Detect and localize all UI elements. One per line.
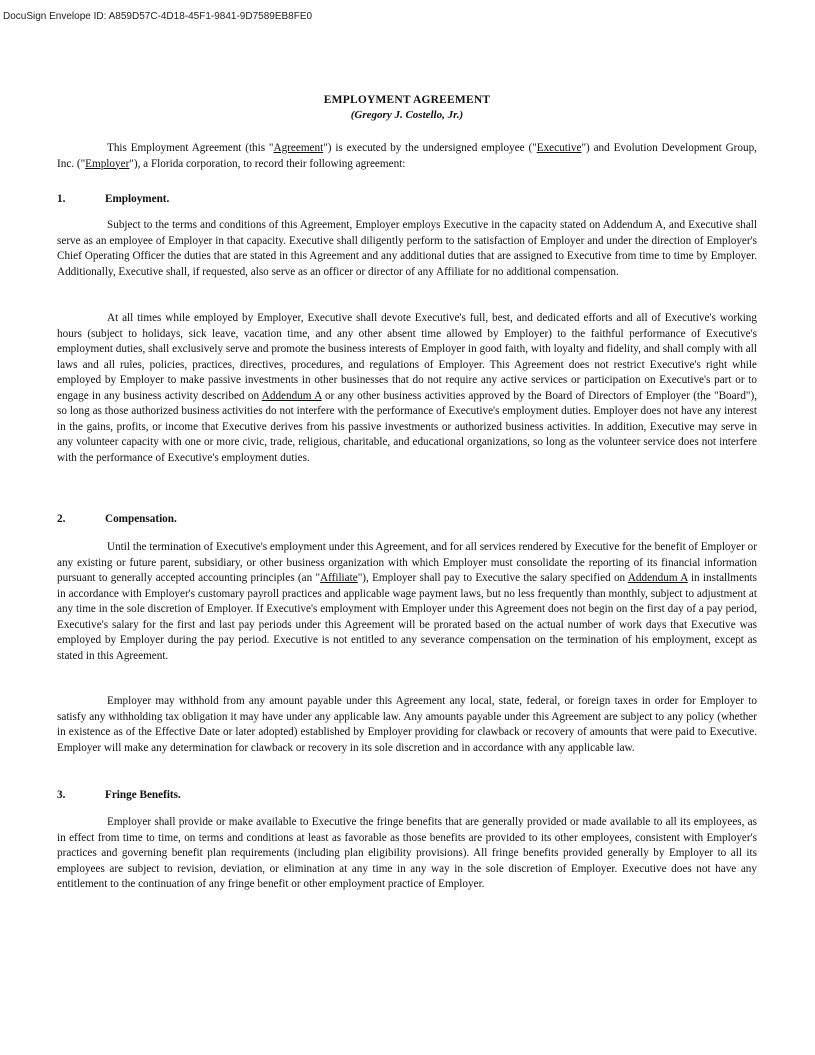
section-title: Employment.	[105, 193, 170, 205]
paragraph-text: Until the termination of Executive's employment under this Agreement, and for all services rendered by Executive for the benefit of Employer or any existing or future parent, subsidiary, or other business organization with which Employer must consolidate the reporting of its financial information pursuant to generally accepted accounting principles (an "	[57, 541, 757, 584]
section-2-paragraph-2: Employer may withhold from any amount payable under this Agreement any local, state, federal, or foreign taxes in order for Employer to satisfy any withholding tax obligation it may have under any applicable law. Any amounts payable under this Agreement are subject to any policy (whether in existence as of the Effective Date or later adopted) established by Employer providing for clawback or recovery of amounts that were paid to Executive. Employer will make any determination for clawback or recovery in its sole discretion and in accordance with any applicable law.	[57, 695, 757, 754]
section-3-paragraph-1: Employer shall provide or make available to Executive the fringe benefits that are generally provided or made available to all its employees, as in effect from time to time, on terms and conditions at least as favorable as those benefits are provided to its other employees, consistent with Employer's practices and governing benefit plan requirements (including plan eligibility provisions). All fringe benefits provided generally by Employer to all its employees are subject to revision, deviation, or elimination at any time in any way in the sole discretion of Employer. Executive does not have any entitlement to the continuation of any fringe benefit or other employment practice of Employer.	[57, 816, 757, 890]
paragraph-text: in installments in accordance with Employer's customary payroll practices and applicable wage payment laws, but no less frequently than monthly, subject to adjustment at any time in the sole discretion of Employer. If Executive's employment with Employer under this Agreement does not begin on the first day of a pay period, Executive's salary for the first and last pay periods under this Agreement will be prorated based on the actual number of work days that Executive was employed by Employer during the pay period. Executive is not entitled to any severance compensation on the termination of his employment, except as stated in this Agreement.	[57, 572, 757, 662]
section-number: 1.	[57, 193, 66, 205]
section-title: Fringe Benefits.	[105, 789, 181, 801]
section-number: 2.	[57, 513, 66, 525]
intro-text-4: "), a Florida corporation, to record their following agreement:	[129, 157, 406, 170]
section-1-paragraph-2	[57, 311, 757, 466]
document-title: EMPLOYMENT AGREEMENT	[323, 94, 491, 106]
section-2-heading	[57, 512, 757, 527]
defined-term-agreement: Agreement	[273, 142, 324, 154]
addendum-reference: Addendum A	[261, 389, 322, 402]
defined-term-affiliate: Affiliate	[320, 572, 358, 584]
section-2-paragraph-1	[57, 540, 757, 664]
section-1-heading	[57, 192, 757, 207]
intro-text-3: ") and Evolution Development Group, Inc. ("	[57, 142, 757, 170]
paragraph-text: "), Employer shall pay to Executive the salary specified on	[357, 572, 628, 584]
section-title: Compensation.	[105, 513, 177, 525]
section-3-heading	[57, 788, 757, 803]
intro-text-2: ") is executed by the undersigned employee ("	[323, 142, 537, 154]
document-subtitle: (Gregory J. Costello, Jr.)	[350, 109, 464, 121]
section-1-paragraph-1: Subject to the terms and conditions of this Agreement, Employer employs Executive in the capacity stated on Addendum A, and Executive shall serve as an employee of Employer in that capacity. Executive shall diligently perform to the satisfaction of Employer and under the direction of Employer's Chief Operating Officer the duties that are stated in this Agreement and any additional duties that are assigned to Executive from time to time by Employer. Additionally, Executive shall, if requested, also serve as an officer or director of any Affiliate for no additional compensation.	[57, 219, 757, 278]
defined-term-executive: Executive	[536, 142, 582, 154]
paragraph-text: or any other business activities approved by the Board of Directors of Employer (the "Board"), so long as those authorized business activities do not interfere with the performance of Executive's employment duties. Employer does not have any interest in the gains, profits, or income that Executive derives from his passive investments or authorized business activities. In addition, Executive may serve in any volunteer capacity with one or more civic, trade, religious, charitable, and educational organizations, so long as the volunteer service does not interfere with the performance of Executive's employment duties.	[57, 389, 758, 464]
intro-paragraph	[57, 141, 757, 172]
docusign-envelope-id: DocuSign Envelope ID: A859D57C-4D18-45F1-9841-9D7589EB8FE0	[3, 11, 313, 22]
paragraph-text: At all times while employed by Employer, Executive shall devote Executive's full, best, and dedicated efforts and all of Executive's working hours (subject to holidays, sick leave, vacation time, and any other absent time allowed by Employer) to the faithful performance of Executive's employment duties, shall exclusively serve and promote the business interests of Employer in good faith, with loyalty and fidelity, and shall comply with all laws and all rules, policies, practices, directives, procedures, and regulations of Employer. This Agreement does not restrict Executive's right while employed by Employer to make passive investments in other businesses that do not require any active services or participation on Executive's part or to engage in any business activity described on	[57, 312, 757, 402]
addendum-reference: Addendum A	[627, 572, 688, 584]
section-number: 3.	[57, 789, 66, 801]
intro-text-1: This Employment Agreement (this "	[107, 142, 274, 154]
defined-term-employer: Employer	[85, 157, 130, 170]
